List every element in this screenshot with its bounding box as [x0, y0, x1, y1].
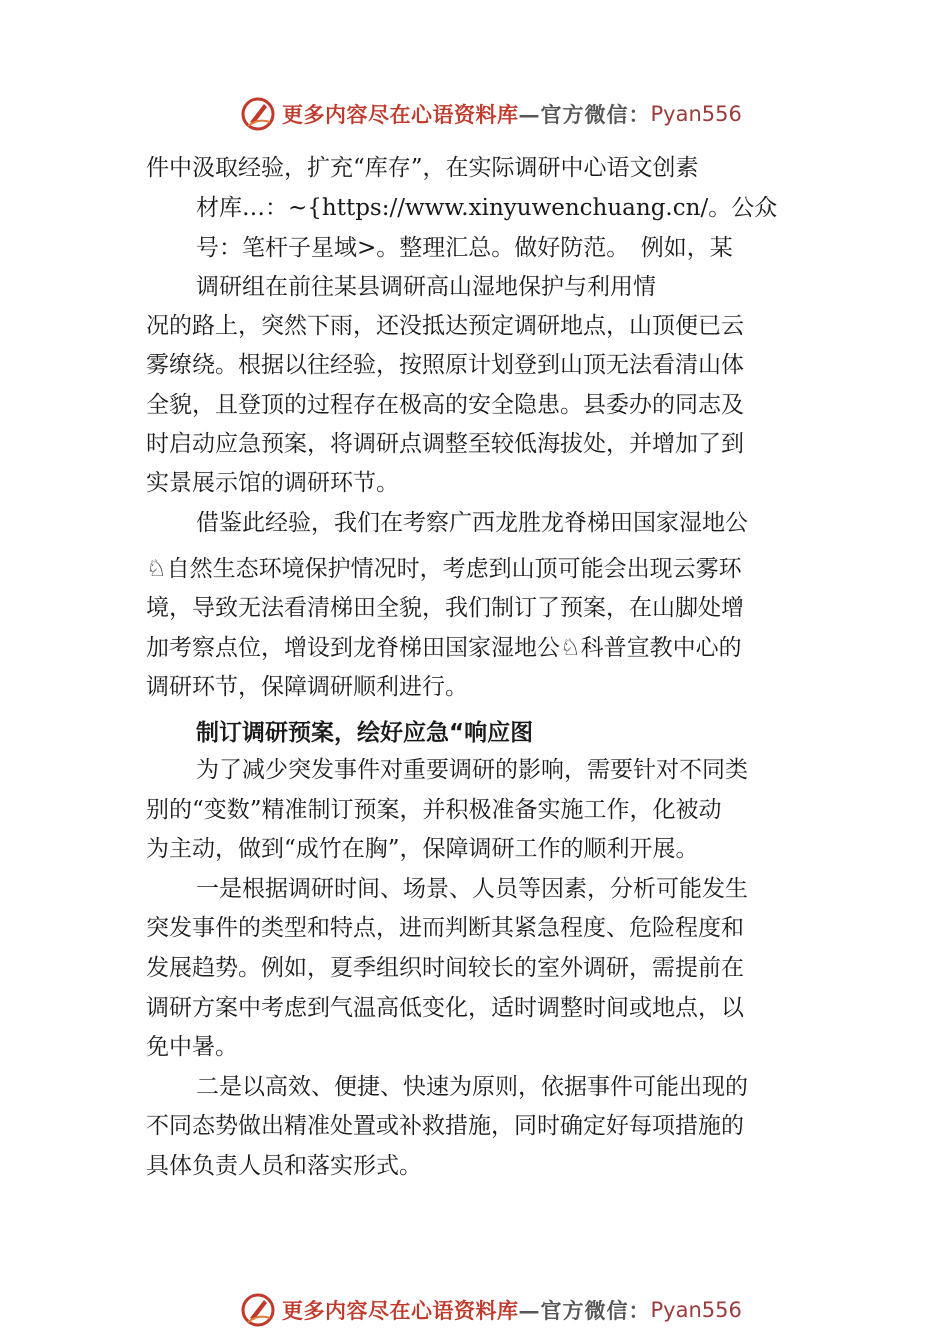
- body-line: 调研环节，保障调研顺利进行。: [146, 674, 468, 700]
- body-line: 二是以高效、便捷、快速为原则，依据事件可能出现的: [196, 1074, 748, 1100]
- body-line: 免中暑。: [146, 1034, 238, 1060]
- body-line: 发展趋势。例如，夏季组织时间较长的室外调研，需提前在: [146, 955, 744, 981]
- body-line: 号：笔杆子星域>。整理汇总。做好防范。 例如，某: [196, 235, 733, 261]
- header-banner: [240, 94, 740, 134]
- body-line: 为了减少突发事件对重要调研的影响，需要针对不同类: [196, 757, 748, 783]
- body-line: 全貌，且登顶的过程存在极高的安全隐患。县委办的同志及: [146, 392, 744, 418]
- body-line: 境，导致无法看清梯田全貌，我们制订了预案，在山脚处增: [146, 595, 744, 621]
- banner-wechat-label: —官方微信：: [518, 1298, 651, 1323]
- banner-wechat-id: Pyan556: [650, 1298, 742, 1322]
- body-line: 加考察点位，增设到龙脊梯田国家湿地公♘科普宣教中心的: [146, 635, 742, 661]
- body-line: 调研方案中考虑到气温高低变化，适时调整时间或地点，以: [146, 995, 744, 1021]
- body-line: 调研组在前往某县调研高山湿地保护与利用情: [196, 274, 656, 300]
- body-line: 况的路上，突然下雨，还没抵达预定调研地点，山顶便已云: [146, 313, 744, 339]
- body-line: 雾缭绕。根据以往经验，按照原计划登到山顶无法看清山体: [146, 352, 744, 378]
- banner-wechat-label: —官方微信：: [518, 102, 651, 127]
- logo-icon: [240, 96, 276, 132]
- footer-banner: [240, 1290, 740, 1330]
- body-line: 突发事件的类型和特点，进而判断其紧急程度、危险程度和: [146, 915, 744, 941]
- body-line: 为主动，做到“成竹在胸”，保障调研工作的顺利开展。: [146, 836, 699, 862]
- body-line: 时启动应急预案，将调研点调整至较低海拔处，并增加了到: [146, 431, 744, 457]
- body-line: 具体负责人员和落实形式。: [146, 1153, 422, 1179]
- banner-title: 更多内容尽在心语资料库: [282, 102, 519, 127]
- banner-wechat-id: Pyan556: [650, 102, 742, 126]
- logo-icon: [240, 1292, 276, 1328]
- body-line: 别的“变数”精准制订预案，并积极准备实施工作，化被动: [146, 797, 722, 823]
- section-heading: 制订调研预案，绘好应急“响应图: [196, 720, 534, 746]
- body-line: 一是根据调研时间、场景、人员等因素，分析可能发生: [196, 876, 748, 902]
- body-line: 借鉴此经验，我们在考察广西龙胜龙脊梯田国家湿地公: [196, 510, 748, 536]
- body-line: 不同态势做出精准处置或补救措施，同时确定好每项措施的: [146, 1113, 744, 1139]
- banner-title: 更多内容尽在心语资料库: [282, 1298, 519, 1323]
- body-line: 件中汲取经验，扩充“库存”，在实际调研中心语文创素: [146, 155, 699, 181]
- body-line: 材库…：~{https://www.xinyuwenchuang.cn/。公众: [196, 195, 778, 221]
- body-line: 实景展示馆的调研环节。: [146, 470, 399, 496]
- body-line: ♘自然生态环境保护情况时，考虑到山顶可能会出现云雾环: [146, 556, 742, 582]
